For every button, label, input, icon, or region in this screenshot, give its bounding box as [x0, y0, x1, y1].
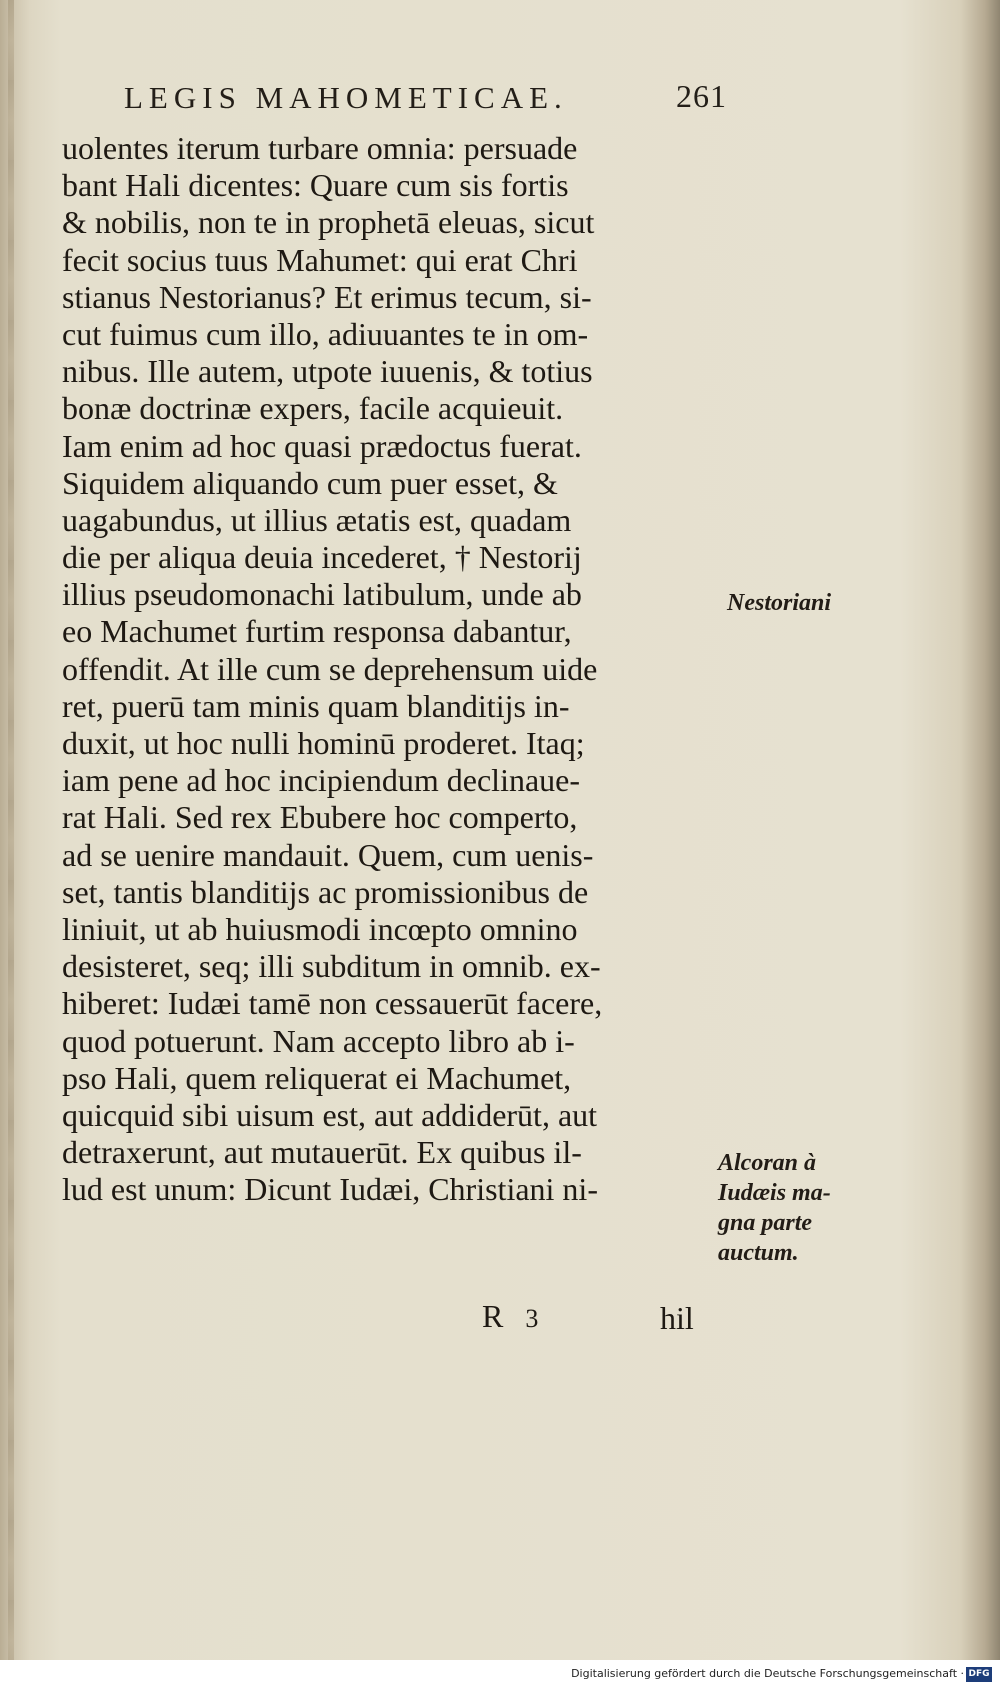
text-line: stianus Nestorianus? Et erimus tecum, si- — [62, 278, 592, 315]
text-line: die per aliqua deuia incederet, † Nestorij — [62, 539, 582, 576]
text-line: eo Machumet furtim responsa dabantur, — [62, 613, 572, 650]
text-line: uagabundus, ut illius ætatis est, quadam — [62, 501, 572, 538]
margin-note-line: Alcoran à — [718, 1150, 817, 1176]
text-line: ret, puerū tam minis quam blanditijs in- — [62, 687, 570, 724]
text-line: liniuit, ut ab huiusmodi incœpto omnino — [62, 910, 578, 947]
text-line: & nobilis, non te in prophetā eleuas, sicut — [62, 204, 595, 241]
text-line: lud est unum: Dicunt Iudæi, Christiani ni- — [62, 1171, 598, 1208]
page-number: 261 — [676, 78, 727, 114]
running-title: LEGIS MAHOMETICAE. — [124, 80, 568, 115]
margin-note-line: Iudæis ma- — [718, 1180, 831, 1206]
text-line: Siquidem aliquando cum puer esset, & — [62, 464, 558, 501]
margin-note-line: auctum. — [718, 1240, 799, 1266]
digitization-footer — [0, 1660, 1000, 1693]
page-foot — [0, 1298, 1000, 1338]
text-line: offendit. At ille cum se deprehensum uide — [62, 650, 598, 687]
text-line: pso Hali, quem reliquerat ei Machumet, — [62, 1059, 572, 1096]
text-line: desisteret, seq; illi subditum in omnib. ex- — [62, 948, 601, 985]
text-line: ad se uenire mandauit. Quem, cum uenis- — [62, 836, 594, 873]
text-line: quicquid sibi uisum est, aut addiderūt, aut — [62, 1096, 598, 1133]
text-line: fecit socius tuus Mahumet: qui erat Chri — [62, 241, 578, 278]
text-line: bonæ doctrinæ expers, facile acquieuit. — [62, 390, 564, 427]
text-line: hiberet: Iudæi tamē non cessauerūt facere, — [62, 985, 603, 1022]
text-line: cut fuimus cum illo, adiuuantes te in om- — [62, 315, 589, 352]
dfg-logo-icon: DFG — [966, 1667, 992, 1682]
text-line: illius pseudomonachi latibulum, unde ab — [62, 576, 582, 613]
text-line: iam pene ad hoc incipiendum declinaue- — [62, 762, 581, 799]
margin-note-nestoriani: Nestoriani — [727, 590, 832, 616]
running-header — [124, 80, 744, 124]
signature-number: 3 — [525, 1304, 539, 1333]
text-line: Iam enim ad hoc quasi prædoctus fuerat. — [62, 427, 582, 464]
margin-note-alcoran — [718, 1148, 831, 1268]
text-line: bant Hali dicentes: Quare cum sis fortis — [62, 167, 569, 204]
text-line: duxit, ut hoc nulli hominū proderet. Itaq; — [62, 725, 585, 761]
footer-credit: Digitalisierung gefördert durch die Deutsche Forschungsgemeinschaft · — [571, 1667, 964, 1680]
margin-note-line: gna parte — [718, 1210, 813, 1236]
text-line: uolentes iterum turbare omnia: persuade — [62, 130, 578, 166]
signature-letter: R — [482, 1298, 504, 1334]
text-line: set, tantis blanditijs ac promissionibus de — [62, 873, 589, 910]
catchword: hil — [660, 1300, 694, 1336]
main-text — [62, 130, 722, 1208]
text-line: quod potuerunt. Nam accepto libro ab i- — [62, 1022, 575, 1059]
signature-mark — [482, 1298, 538, 1335]
text-line: rat Hali. Sed rex Ebubere hoc comperto, — [62, 799, 578, 836]
text-line: detraxerunt, aut mutauerūt. Ex quibus il- — [62, 1134, 582, 1171]
text-line: nibus. Ille autem, utpote iuuenis, & totius — [62, 353, 593, 390]
